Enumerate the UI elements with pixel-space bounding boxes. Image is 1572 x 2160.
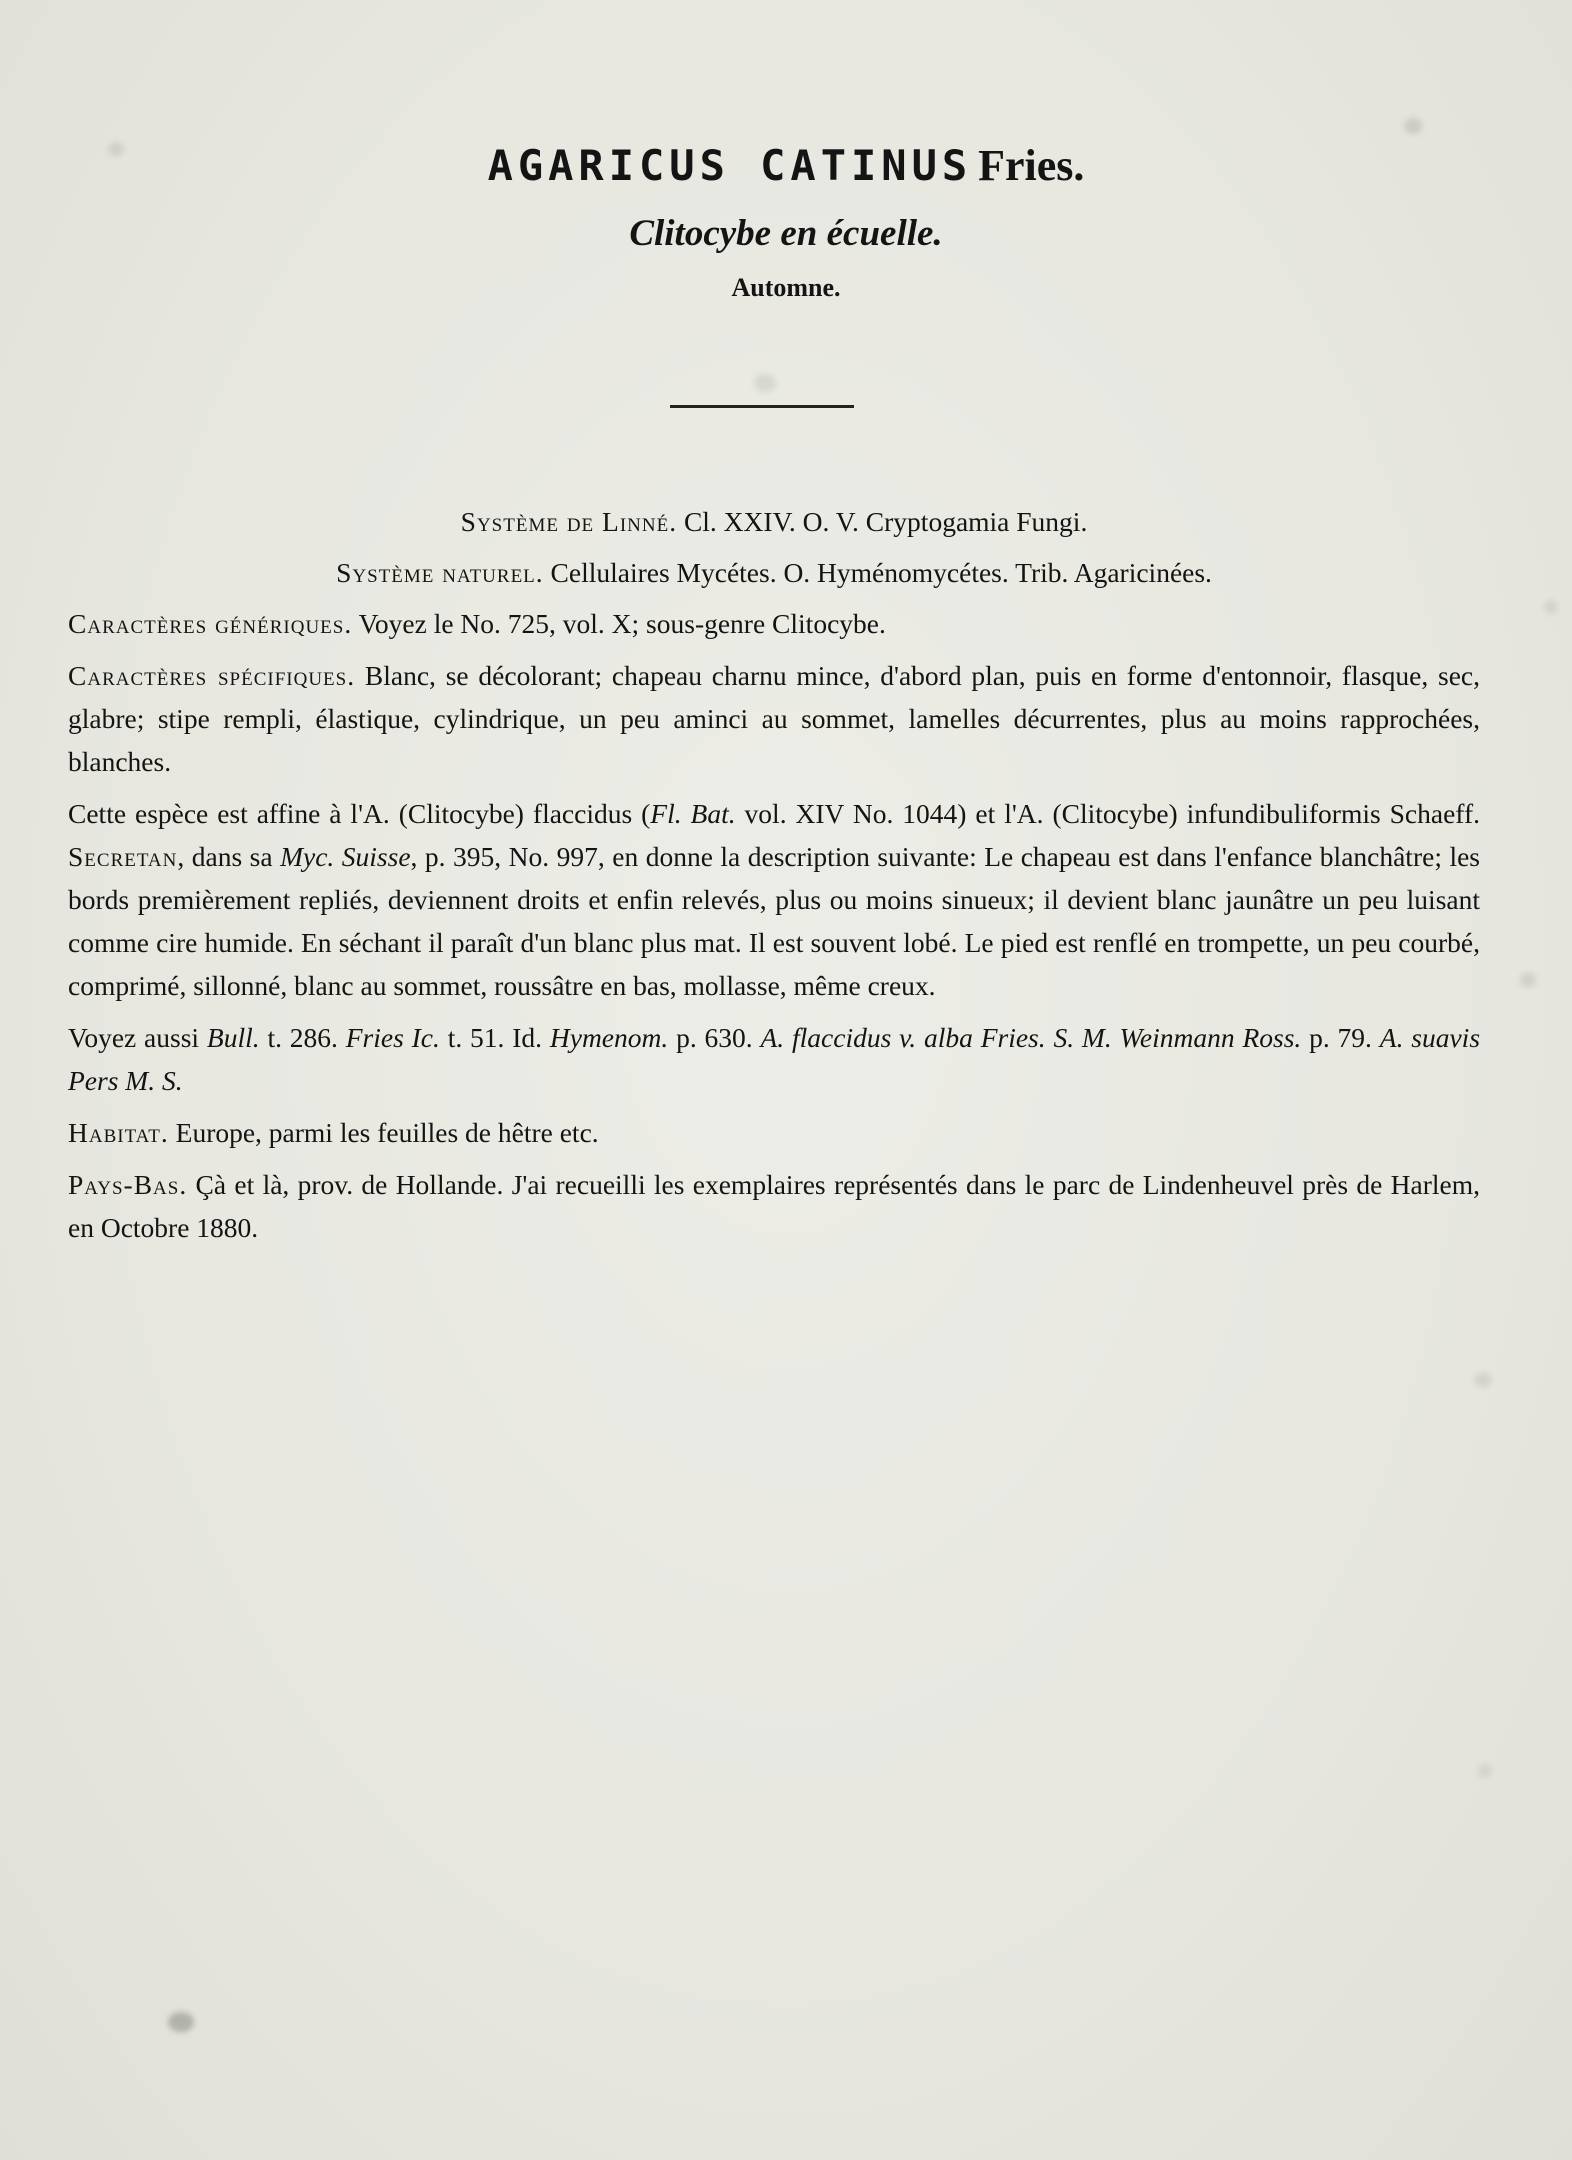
description-part4: , p. 395, No. 997, en donne la description suivante: Le chapeau est dans l'enfance blanchâtre; les bords premièrement repliés, deviennent droits et enfin relevés, plus ou moins sinueux; il devient blanc jaunâtre un peu luisant comme cire humide. En séchant il paraît d'un blanc plus mat. Il est souvent lobé. Le pied est renflé en trompette, un peu courbé, comprimé, sillonné, blanc au sommet, roussâtre en bas, mollasse, même creux. bbox=[68, 841, 1480, 1001]
pays-bas-text: Çà et là, prov. de Hollande. J'ai recueilli les exemplaires représentés dans le parc de Lindenheuvel près de Harlem, en Octobre 1880. bbox=[68, 1169, 1480, 1243]
title-author: Fries. bbox=[978, 141, 1085, 190]
paper-spot bbox=[1520, 972, 1536, 988]
systeme-naturel-label: Système naturel. bbox=[336, 557, 544, 588]
description-ref1: Fl. Bat. bbox=[650, 798, 736, 829]
season-label: Automne. bbox=[731, 273, 841, 302]
description-author: Secretan bbox=[68, 841, 178, 872]
habitat-label: Habitat. bbox=[68, 1117, 169, 1148]
voyez-ref1: Bull. bbox=[206, 1022, 260, 1053]
paper-spot bbox=[168, 2012, 194, 2032]
body-text bbox=[68, 500, 1480, 1258]
caracteres-generiques bbox=[68, 602, 1480, 645]
voyez-ref5: A. suavis Pers M. S. bbox=[68, 1022, 1481, 1096]
caracteres-generiques-label: Caractères génériques. bbox=[68, 608, 353, 639]
title-divider bbox=[670, 405, 854, 408]
voyez-part2: t. 286. bbox=[259, 1022, 346, 1053]
systeme-linne-label: Système de Linné. bbox=[460, 506, 678, 537]
voyez-paragraph bbox=[68, 1016, 1480, 1102]
paper-spot bbox=[1478, 1764, 1492, 1778]
page-title bbox=[0, 140, 1572, 191]
systeme-linne bbox=[68, 500, 1480, 543]
title-species: AGARICUS CATINUS bbox=[487, 141, 973, 190]
description-part3: , dans sa bbox=[177, 841, 281, 872]
systeme-naturel bbox=[68, 551, 1480, 594]
paper-spot bbox=[1474, 1372, 1492, 1388]
caracteres-specifiques-label: Caractères spécifiques. bbox=[68, 660, 356, 691]
voyez-part4: p. 630. bbox=[668, 1022, 761, 1053]
caracteres-specifiques bbox=[68, 654, 1480, 783]
caracteres-generiques-text: Voyez le No. 725, vol. X; sous-genre Clitocybe. bbox=[352, 608, 886, 639]
description-part1: Cette espèce est affine à l'A. (Clitocybe) flaccidus ( bbox=[68, 798, 651, 829]
habitat-text: Europe, parmi les feuilles de hêtre etc. bbox=[168, 1117, 599, 1148]
pays-bas bbox=[68, 1163, 1480, 1249]
description-part2: vol. XIV No. 1044) et l'A. (Clitocybe) infundibuliformis Schaeff. bbox=[735, 798, 1480, 829]
voyez-part1: Voyez aussi bbox=[68, 1022, 207, 1053]
habitat bbox=[68, 1111, 1480, 1154]
voyez-ref3: Hymenom. bbox=[549, 1022, 669, 1053]
voyez-part3: t. 51. Id. bbox=[439, 1022, 550, 1053]
paper-spot bbox=[1404, 118, 1422, 134]
pays-bas-label: Pays-Bas. bbox=[68, 1169, 188, 1200]
voyez-ref4: A. flaccidus v. alba Fries. S. M. Weinmann Ross. bbox=[760, 1022, 1302, 1053]
systeme-naturel-text: Cellulaires Mycétes. O. Hyménomycétes. Trib. Agaricinées. bbox=[543, 557, 1212, 588]
caracteres-specifiques-text: Blanc, se décolorant; chapeau charnu mince, d'abord plan, puis en forme d'entonnoir, flasque, sec, glabre; stipe rempli, élastique, cylindrique, un peu aminci au sommet, lamelles décurrentes, plus au moins rapprochées, blanches. bbox=[68, 660, 1480, 777]
systeme-linne-text: Cl. XXIV. O. V. Cryptogamia Fungi. bbox=[677, 506, 1088, 537]
description-paragraph bbox=[68, 792, 1480, 1007]
paper-spot bbox=[754, 374, 776, 392]
voyez-part5: p. 79. bbox=[1301, 1022, 1380, 1053]
paper-spot bbox=[1544, 600, 1558, 614]
description-ref2: Myc. Suisse bbox=[280, 841, 411, 872]
page-subtitle: Clitocybe en écuelle. bbox=[629, 213, 943, 254]
voyez-ref2: Fries Ic. bbox=[345, 1022, 440, 1053]
